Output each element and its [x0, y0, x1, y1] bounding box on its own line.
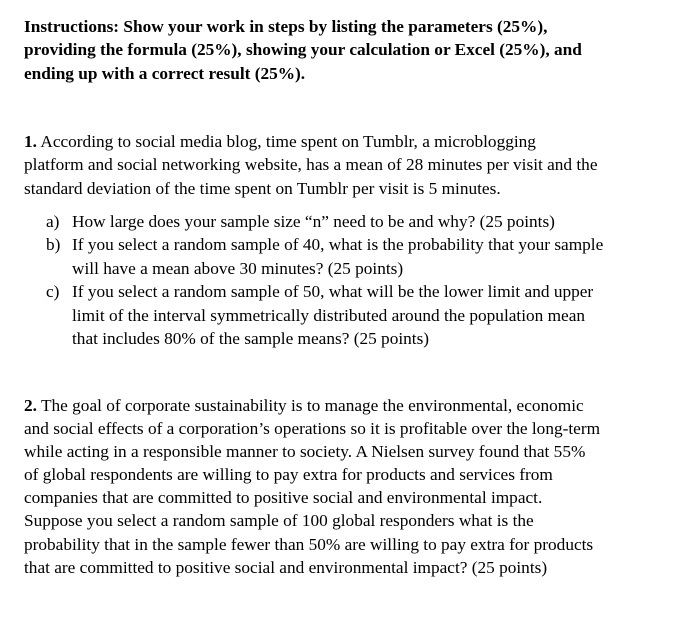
subitem-line: How large does your sample size “n” need to be and why? (25 points) [72, 212, 555, 231]
question-1 [24, 130, 674, 200]
subitem-marker: a) [46, 212, 60, 231]
question-2-line: Suppose you select a random sample of 100 global responders what is the [24, 511, 534, 531]
subitem-line: If you select a random sample of 40, what is the probability that your sample [72, 235, 604, 255]
instructions-line: providing the formula (25%), showing your calculation or Excel (25%), and [24, 40, 582, 60]
subitem-b [46, 233, 666, 280]
subitem-c [46, 280, 666, 350]
question-1-line [24, 130, 674, 153]
question-1-text: According to social media blog, time spent on Tumblr, a microblogging [36, 132, 536, 151]
subitem-marker: c) [46, 282, 60, 302]
question-2 [24, 394, 674, 579]
question-2-line: while acting in a responsible manner to society. A Nielsen survey found that 55% [24, 442, 586, 462]
instructions-line: ending up with a correct result (25%). [24, 63, 306, 83]
subitem-a [46, 210, 666, 233]
question-1-subitems [46, 210, 666, 350]
subitem-marker: b) [46, 235, 61, 255]
instructions-line: Instructions: Show your work in steps by listing the parameters (25%), [24, 17, 548, 36]
subitem-line: that includes 80% of the sample means? (25 points) [72, 329, 430, 349]
instructions-block [24, 15, 674, 85]
question-2-line: companies that are committed to positive social and environmental impact. [24, 488, 543, 508]
question-2-line: of global respondents are willing to pay extra for products and services from [24, 465, 553, 485]
question-2-number: 2. [24, 396, 37, 415]
question-1-line: standard deviation of the time spent on Tumblr per visit is 5 minutes. [24, 178, 501, 198]
question-2-line: probability that in the sample fewer than 50% are willing to pay extra for products [24, 534, 594, 554]
subitem-line: limit of the interval symmetrically distributed around the population mean [72, 305, 586, 325]
question-1-line: platform and social networking website, has a mean of 28 minutes per visit and the [24, 155, 598, 175]
subitem-line: will have a mean above 30 minutes? (25 points) [72, 258, 404, 278]
question-2-line: and social effects of a corporation’s operations so it is profitable over the long-term [24, 419, 601, 439]
question-2-line: that are committed to positive social and environmental impact? (25 points) [24, 557, 548, 577]
question-1-number: 1. [24, 132, 37, 151]
question-2-text: The goal of corporate sustainability is to manage the environmental, economic [36, 396, 584, 415]
subitem-line: If you select a random sample of 50, what will be the lower limit and upper [72, 282, 594, 302]
question-2-line [24, 394, 674, 417]
